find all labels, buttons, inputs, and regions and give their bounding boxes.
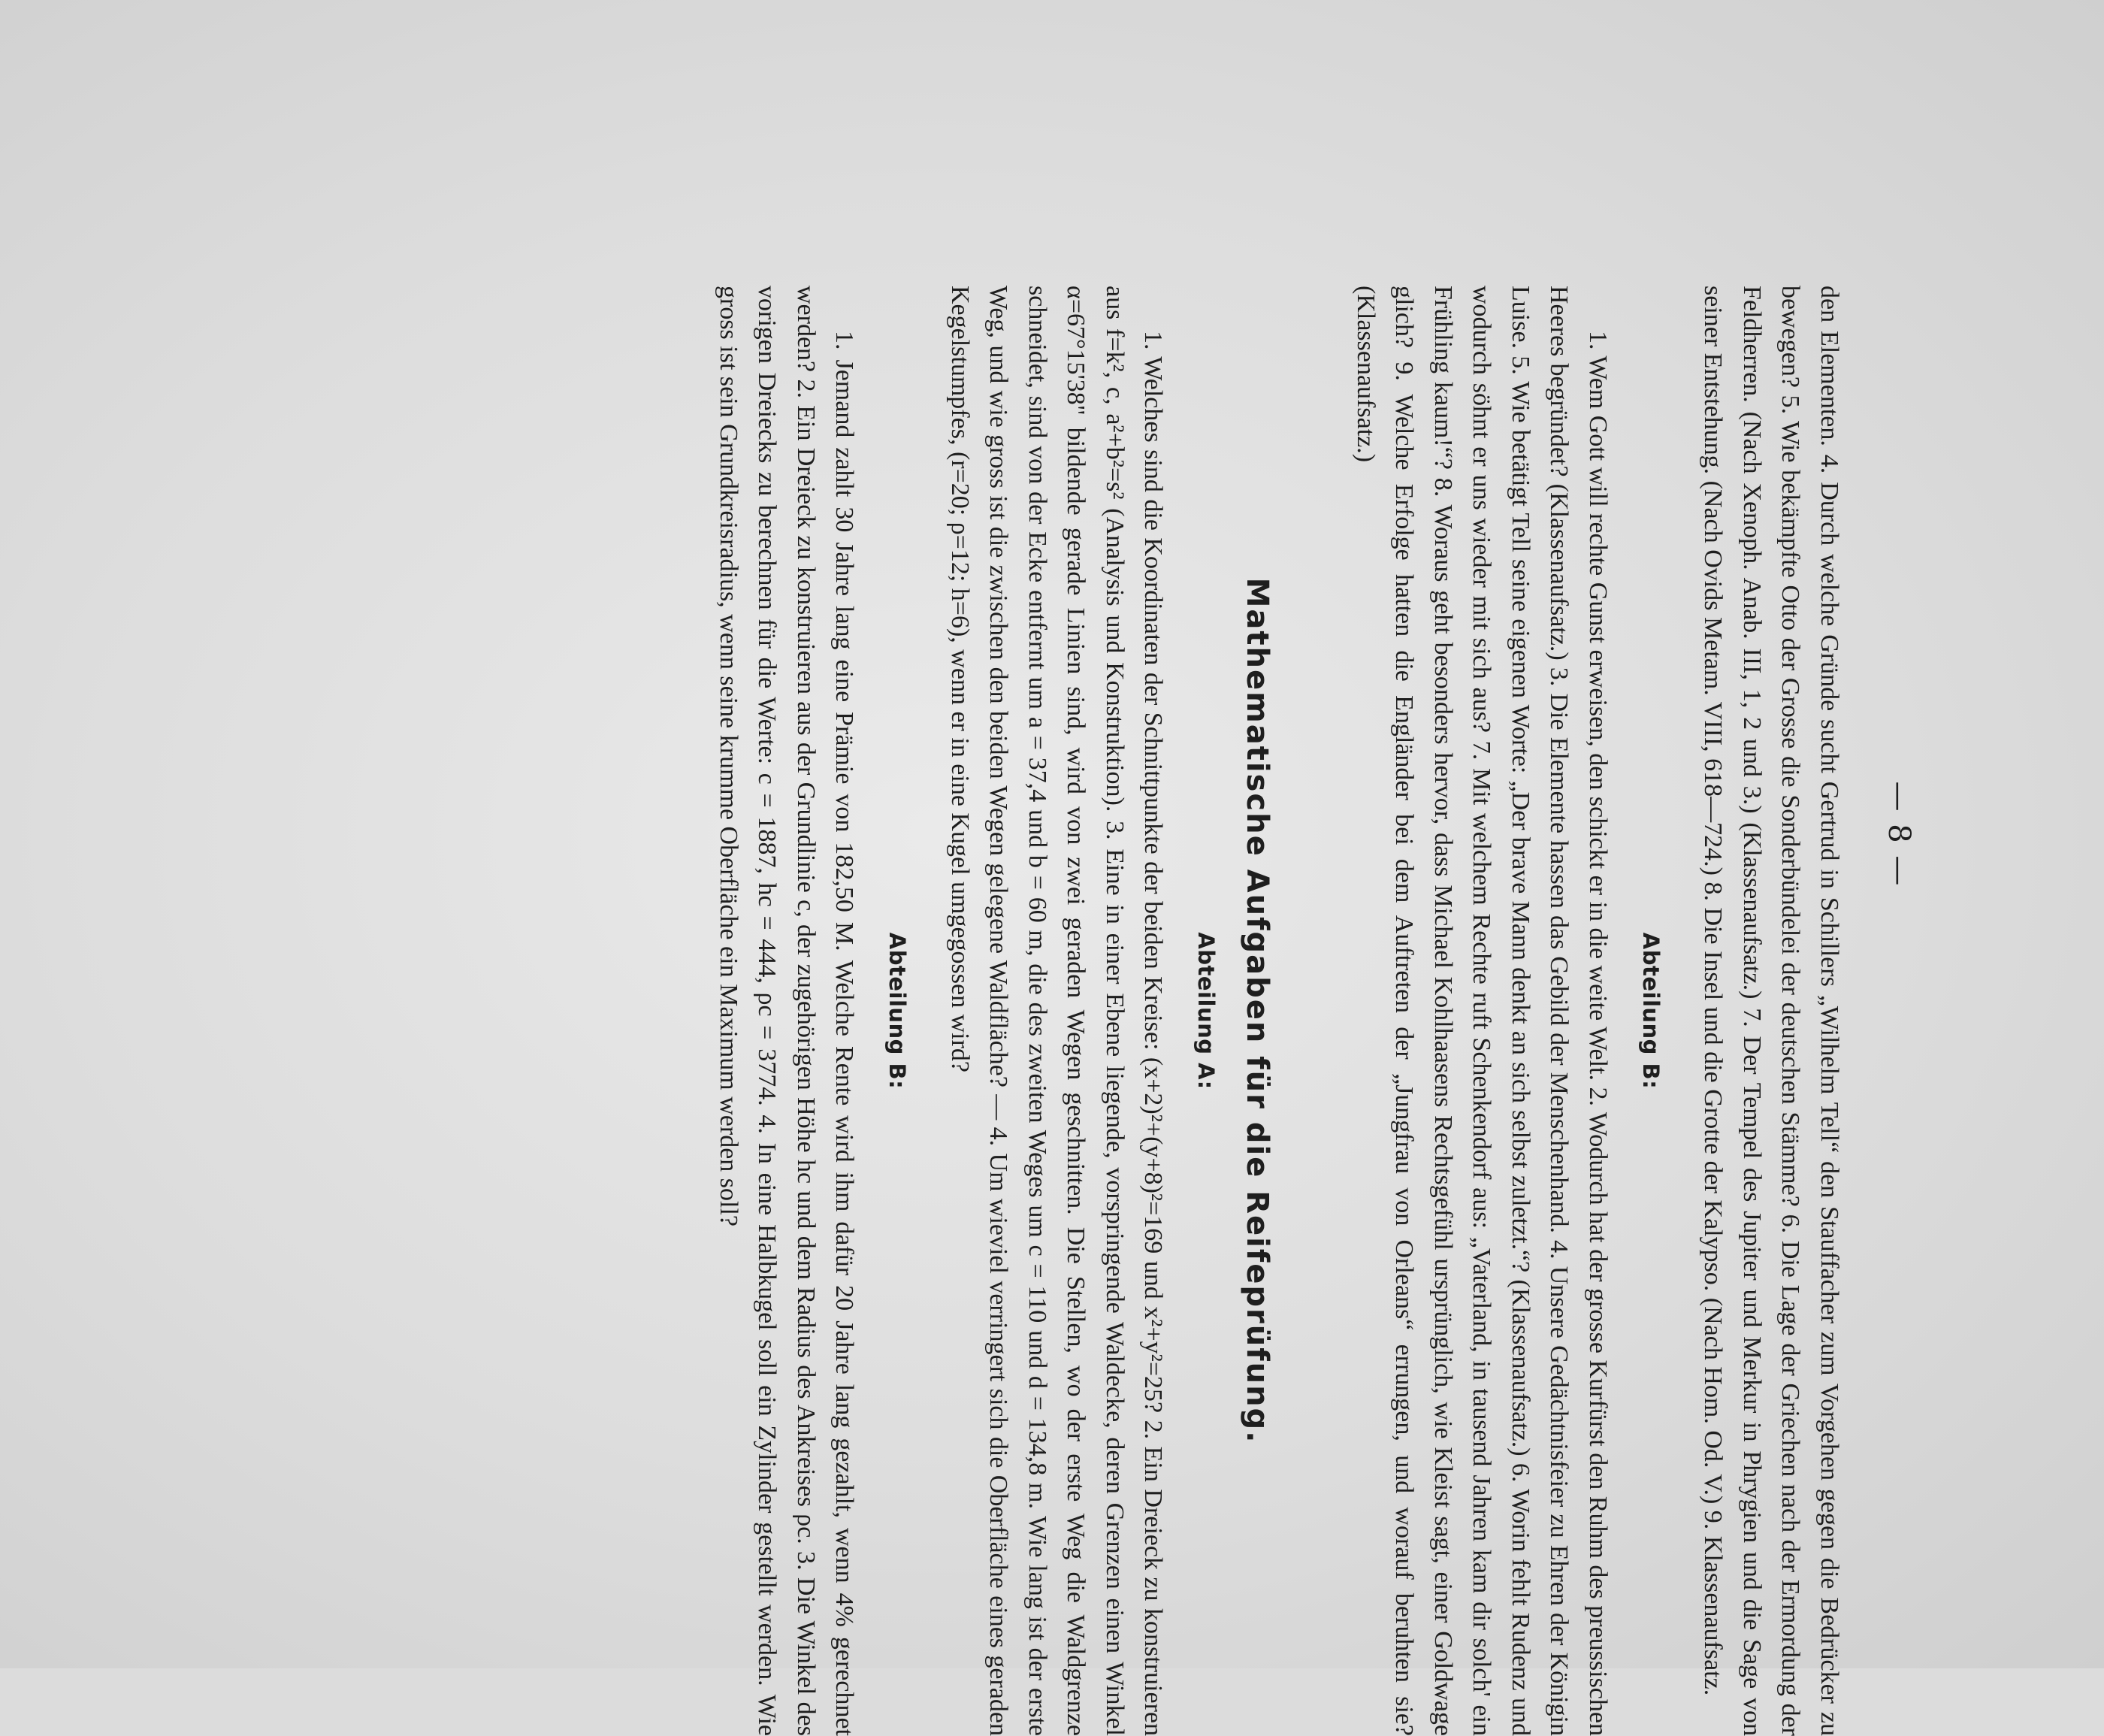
scanned-page bbox=[75, 98, 2029, 1736]
german-section-b-heading: Abteilung B: bbox=[1638, 932, 1664, 1090]
math-section-b-heading: Abteilung B: bbox=[884, 932, 911, 1090]
math-section-a-tasks: 1. Welches sind die Koordinaten der Schnittpunkte der beiden Kreise: (x+2)²+(y+8)²=169 und x²+y²=25? 2. Ein Dreieck zu konstruieren aus f=k², c, a²+b²=s² (Analysis und Konstruktion). 3. Eine in einer Ebene liegende, vorspringende Waldecke, deren Grenzen einen Winkel α=67°15'38" bildende gerade Linien sind, wird von zwei geraden Wegen geschnitten. Die Stellen, wo der erste Weg die Waldgrenze schneidet, sind von der Ecke entfernt um a = 37,4 und b = 60 m, die des zweiten Weges um c = 110 und d = 134,8 m. Wie lang ist der erste Weg, und wie gross ist die zwischen den beiden Wegen gelegene Waldfläche? — 4. Um wieviel verringert sich die Oberfläche eines geraden Kegelstumpfes, (r=20; ρ=12; h=6), wenn er in eine Kugel umgegossen wird? bbox=[946, 286, 1168, 1736]
math-section-b-tasks: 1. Jemand zahlt 30 Jahre lang eine Prämie von 182,50 M. Welche Rente wird ihm dafür 20 Jahre lang gezahlt, wenn 4% gerechnet werden? 2. Ein Dreieck zu konstruieren aus der Grundlinie c, der zugehörigen Höhe hc und dem Radius des Ankreises ρc. 3. Die Winkel des vorigen Dreiecks zu berechnen für die Werte: c = 1887, hc = 444, ρc = 3774. 4. In eine Halbkugel soll ein Zylinder gestellt werden. Wie gross ist sein Grundkreisradius, wenn seine krumme Oberfläche ein Maximum werden soll? bbox=[715, 286, 859, 1736]
math-tasks-heading: Mathematische Aufgaben für die Reifeprüfung. bbox=[1240, 577, 1275, 1444]
math-section-a-heading: Abteilung A: bbox=[1193, 932, 1220, 1090]
german-section-b-topics: 1. Wem Gott will rechte Gunst erweisen, den schickt er in die weite Welt. 2. Wodurch hat der grosse Kurfürst den Ruhm des preussischen Heeres begründet? (Klassenaufsatz.) 3. Die Elemente hassen das Gebild der Menschenhand. 4. Unsere Gedächtnisfeier zu Ehren der Königin Luise. 5. Wie betätigt Tell seine eigenen Worte: „Der brave Mann denkt an sich selbst zuletzt.“? (Klassenaufsatz.) 6. Worin fehlt Rudenz und wodurch söhnt er uns wieder mit sich aus? 7. Mit welchem Rechte ruft Schenkendorf aus: „Vaterland, in tausend Jahren kam dir solch' ein Frühling kaum!“? 8. Woraus geht besonders hervor, dass Michael Kohlhaasens Rechtsgefühl ursprünglich, wie Kleist sagt, einer Goldwage glich? 9. Welche Erfolge hatten die Engländer bei dem Auftreten der „Jungfrau von Orleans“ errungen, und worauf beruhten sie? (Klassenaufsatz.) bbox=[1352, 286, 1612, 1736]
page-number: — 8 — bbox=[1882, 781, 1916, 888]
text-column bbox=[709, 286, 1849, 1736]
german-essay-list-continued: den Elementen. 4. Durch welche Gründe sucht Gertrud in Schillers „Wilhelm Tell“ den Stauffacher zum Vorgehen gegen die Bedrücker zu bewegen? 5. Wie bekämpfte Otto der Grosse die Sonderbündelei der deutschen Stämme? 6. Die Lage der Griechen nach der Ermordung der Feldherren. (Nach Xenoph. Anab. III, 1, 2 und 3.) (Klassenaufsatz.) 7. Der Tempel des Jupiter und Merkur in Phrygien und die Sage von seiner Entstehung. (Nach Ovids Metam. VIII, 618—724.) 8. Die Insel und die Grotte der Kalypso. (Nach Hom. Od. V.) 9. Klassenaufsatz. bbox=[1699, 286, 1843, 1736]
